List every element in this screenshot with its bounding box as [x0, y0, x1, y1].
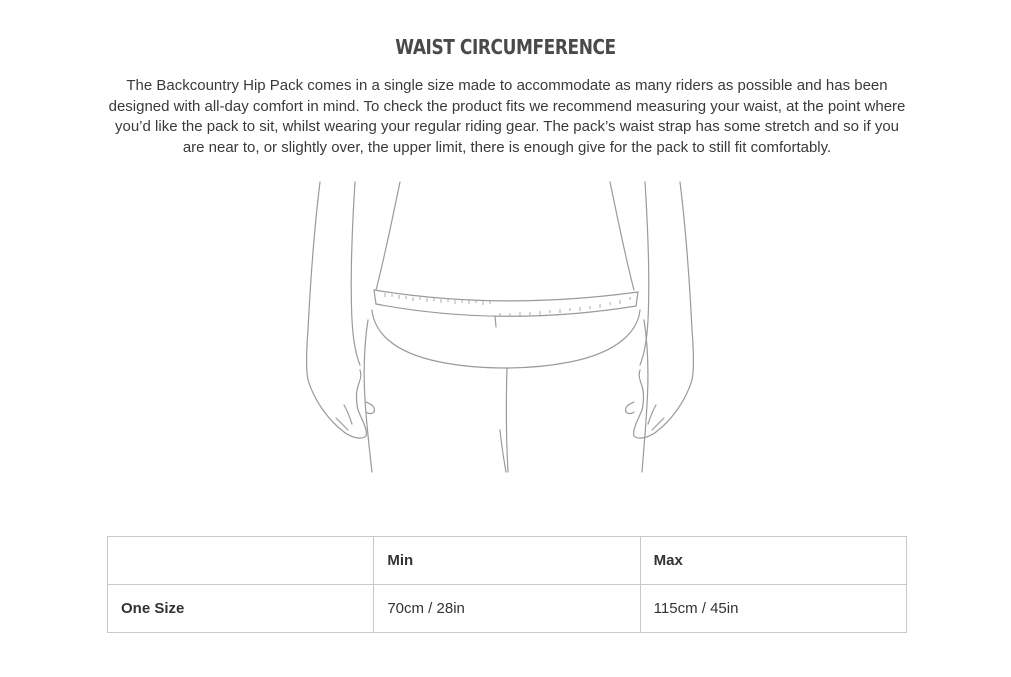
body-outline-icon: [300, 180, 700, 475]
row-label: One Size: [108, 585, 374, 633]
size-table: [107, 536, 907, 633]
right-arm-inner-outline: [640, 182, 649, 365]
table-row: [108, 585, 907, 633]
torso-right-side: [610, 182, 634, 290]
section-title: WAIST CIRCUMFERENCE: [395, 34, 616, 59]
measuring-tape-top: [374, 290, 638, 301]
left-leg-outline: [364, 320, 372, 472]
table-header-row: [108, 537, 907, 585]
waistband-outline: [372, 310, 640, 368]
table-header-max: Max: [640, 537, 906, 585]
torso-left-side: [376, 182, 400, 290]
right-arm-outline: [680, 182, 694, 380]
intro-paragraph: The Backcountry Hip Pack comes in a single size made to accommodate as many riders as possible and has been designed with all-day comfort in mind. To check the product fits we recommend measuring your waist, at the point where you’d like the pack to sit, whilst wearing your regular riding gear. The pack’s waist strap has some stretch and so if you are near to, or slightly over, the upper limit, there is enough give for the pack to still fit comfortably.: [108, 77, 906, 156]
left-hand-outline: [308, 370, 366, 438]
left-arm-outline: [307, 182, 321, 380]
max-value: 115cm / 45in: [640, 585, 906, 633]
min-value: 70cm / 28in: [374, 585, 640, 633]
waist-measurement-illustration: [300, 180, 700, 475]
table-header-empty: [108, 537, 374, 585]
right-leg-outline: [642, 320, 648, 472]
left-arm-inner-outline: [351, 182, 360, 365]
table-header-min: Min: [374, 537, 640, 585]
inseam-line: [506, 368, 508, 472]
right-hand-outline: [634, 370, 692, 438]
measuring-tape-bottom: [376, 304, 636, 316]
